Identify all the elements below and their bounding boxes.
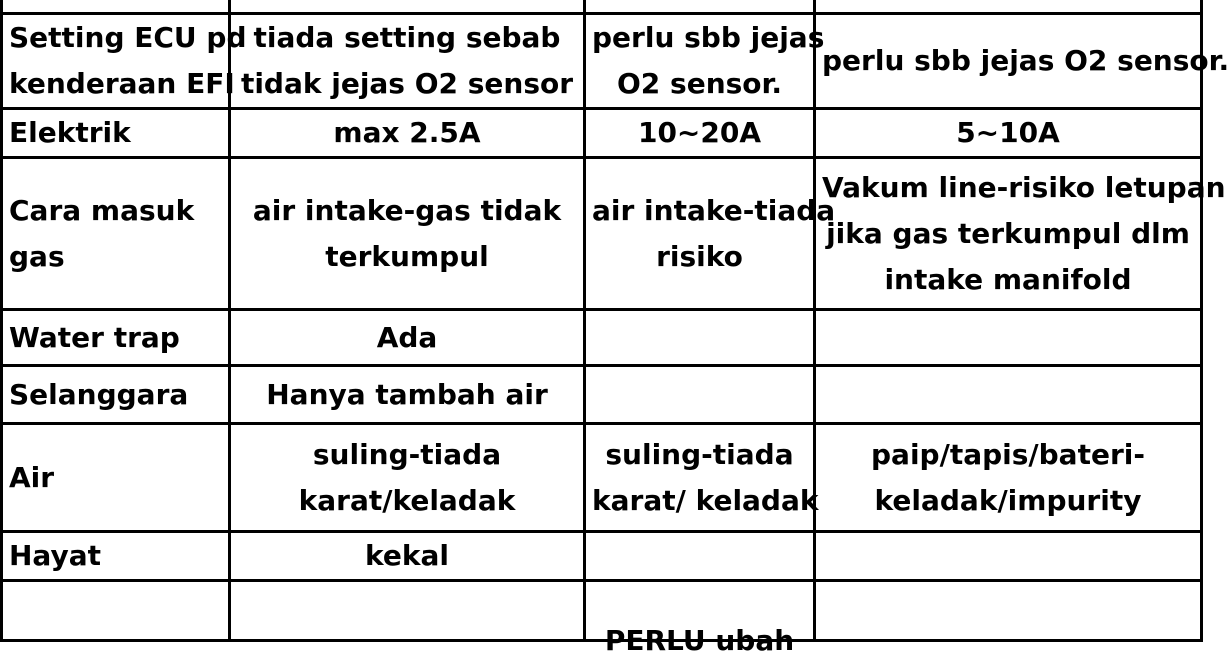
table-row <box>2 0 1202 14</box>
cell-text-line: risiko <box>656 239 743 273</box>
cell-text-line: intake manifold <box>884 262 1132 296</box>
cell-text-line: tidak jejas O2 sensor <box>240 67 574 100</box>
cell-text-line: air intake-tiada <box>592 193 836 227</box>
cell-text-line: Hanya tambah air <box>266 377 548 411</box>
table-cell <box>230 532 585 581</box>
row-label-cell <box>2 0 230 14</box>
table-cell <box>230 310 585 366</box>
cell-text-line: gas <box>9 239 65 273</box>
table-cell <box>585 310 815 366</box>
row-label-cell <box>2 532 230 581</box>
cell-text-line: suling-tiada <box>312 437 502 471</box>
cell-text-line: perlu sbb jejas O2 sensor. <box>822 44 1229 77</box>
cell-text-line: Selanggara <box>9 377 189 411</box>
table-cell <box>815 366 1202 424</box>
cell-text-line: tiada setting sebab <box>253 21 561 54</box>
table-cell <box>585 581 815 657</box>
row-label-cell <box>2 310 230 366</box>
cell-text-line: karat/keladak <box>298 483 516 517</box>
table-cell <box>585 532 815 581</box>
table-cell <box>585 109 815 158</box>
table-row <box>2 581 1202 641</box>
row-label-cell <box>2 14 247 109</box>
table-row <box>2 366 1202 424</box>
table-row <box>2 109 1202 158</box>
table-cell <box>815 581 1202 641</box>
row-label-cell <box>2 581 230 641</box>
cell-text-line: Hayat <box>9 539 101 572</box>
cell-text-line: jika gas terkumpul dlm <box>826 216 1190 250</box>
cell-text-line: karat/ keladak <box>592 483 819 517</box>
cell-text-line: paip/tapis/bateri- <box>871 437 1145 471</box>
cell-text-line: O2 sensor. <box>617 67 782 100</box>
cell-text-line: 5~10A <box>956 116 1060 149</box>
table-cell <box>815 310 1202 366</box>
table-cell <box>230 581 585 641</box>
cell-text-line: Water trap <box>9 320 180 354</box>
cell-text-line: 10~20A <box>637 116 762 149</box>
table-cell <box>815 424 1202 532</box>
cell-text-line: Air <box>9 460 55 494</box>
cell-text-line: air intake-gas tidak <box>252 193 562 227</box>
cell-text-line: kenderaan EFI <box>9 67 235 100</box>
cell-text-line: suling-tiada <box>605 437 794 471</box>
table-cell <box>585 14 825 109</box>
table-cell <box>815 109 1202 158</box>
cell-text-line: PERLU ubah <box>604 624 795 657</box>
row-label-cell <box>2 424 230 532</box>
table-cell <box>585 424 819 532</box>
table-row <box>2 14 1202 109</box>
cell-text-line: Cara masuk <box>9 193 195 227</box>
table-cell <box>230 424 585 532</box>
cell-text-line: Setting ECU pd <box>9 21 247 54</box>
table-row <box>2 424 1202 532</box>
table-cell <box>815 0 1202 14</box>
table-row <box>2 158 1202 310</box>
cell-text-line: Vakum line-risiko letupan <box>822 170 1226 204</box>
table-cell <box>230 158 585 310</box>
table-cell <box>230 0 585 14</box>
table-row <box>2 532 1202 581</box>
row-label-cell <box>2 158 230 310</box>
table-cell <box>585 0 815 14</box>
cell-text-line: Elektrik <box>9 116 131 149</box>
cell-text-line: keladak/impurity <box>874 483 1142 517</box>
table-cell <box>585 158 836 310</box>
cell-text-line: max 2.5A <box>333 116 481 149</box>
table-cell <box>815 532 1202 581</box>
cell-text-line: kekal <box>365 539 449 572</box>
cell-text-line: perlu sbb jejas <box>592 21 825 54</box>
table-cell <box>815 14 1229 109</box>
table-row <box>2 310 1202 366</box>
table-cell <box>230 14 585 109</box>
table-cell <box>230 109 585 158</box>
table-cell <box>585 366 815 424</box>
row-label-cell <box>2 109 230 158</box>
table-body <box>2 0 1229 657</box>
table-cell <box>815 158 1226 310</box>
cell-text-line: Ada <box>376 320 438 354</box>
cell-text-line: terkumpul <box>325 239 489 273</box>
row-label-cell <box>2 366 230 424</box>
table-cell <box>230 366 585 424</box>
